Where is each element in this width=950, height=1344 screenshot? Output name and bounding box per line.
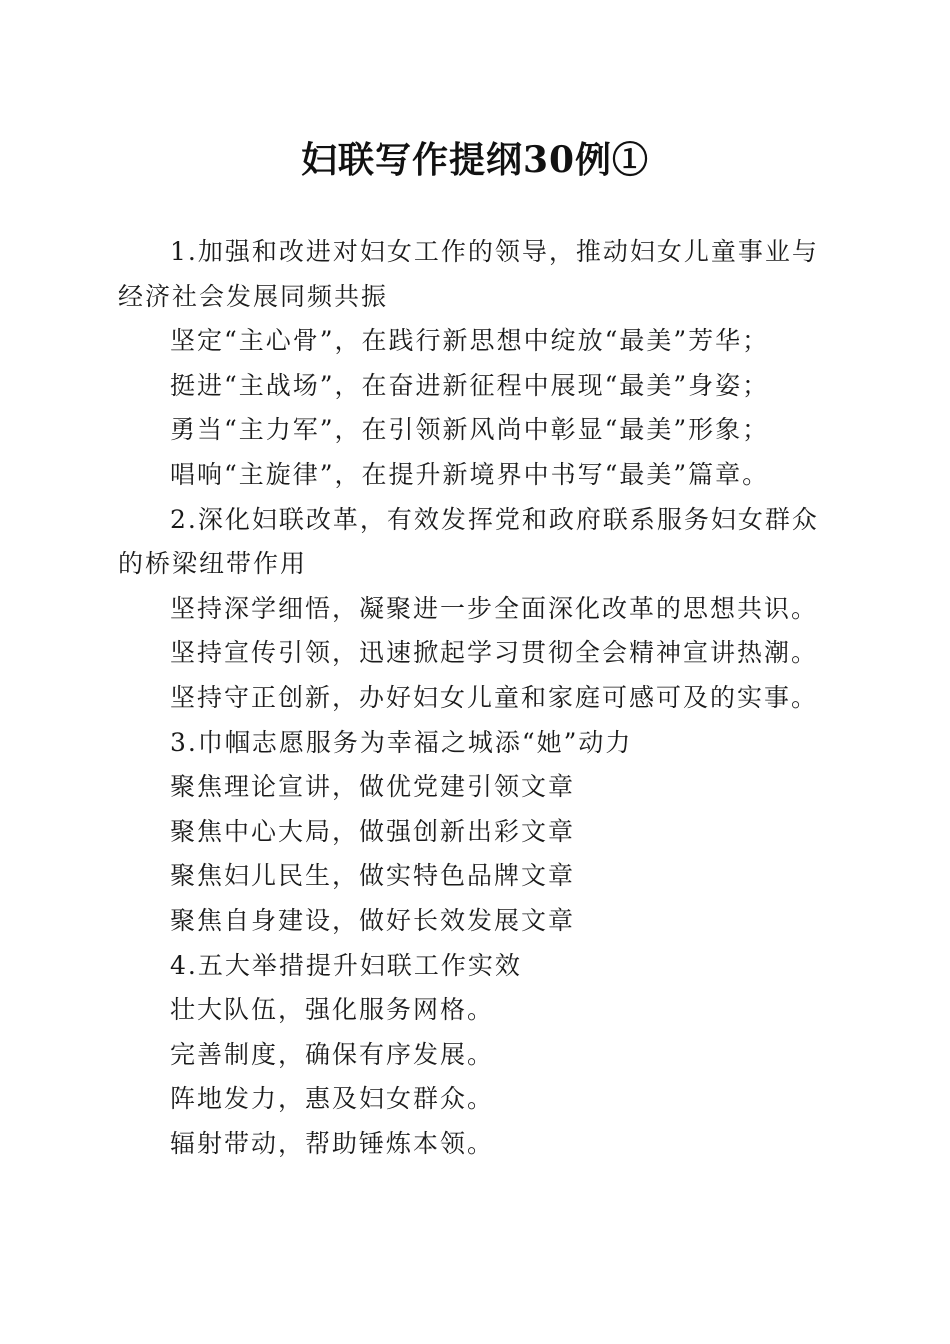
heading-1: 1.加强和改进对妇女工作的领导，推动妇女儿童事业与经济社会发展同频共振: [118, 237, 819, 311]
heading-2: 2.深化妇联改革，有效发挥党和政府联系服务妇女群众的桥梁纽带作用: [118, 504, 819, 579]
paragraph: 挺进“主战场”，在奋进新征程中展现“最美”身姿；: [170, 370, 770, 400]
heading-4: 4.五大举措提升妇联工作实效: [170, 950, 522, 980]
heading-3: 3.巾帼志愿服务为幸福之城添“她”动力: [170, 727, 633, 757]
paragraph: 聚焦中心大局，做强创新出彩文章: [170, 816, 576, 846]
paragraph: 完善制度，确保有序发展。: [170, 1039, 495, 1069]
paragraph: 聚焦理论宣讲，做优党建引领文章: [170, 772, 576, 802]
paragraph: 聚焦妇儿民生，做实特色品牌文章: [170, 861, 576, 891]
paragraph: 唱响“主旋律”，在提升新境界中书写“最美”篇章。: [170, 459, 770, 489]
paragraph: 阵地发力，惠及妇女群众。: [170, 1084, 495, 1114]
document-body: [118, 230, 830, 1166]
document-title: 妇联写作提纲30例①: [300, 139, 650, 181]
paragraph: 辐射带动，帮助锤炼本领。: [170, 1128, 495, 1158]
paragraph: 勇当“主力军”，在引领新风尚中彰显“最美”形象；: [170, 415, 770, 445]
paragraph: 壮大队伍，强化服务网格。: [170, 995, 495, 1025]
paragraph: 坚持宣传引领，迅速掀起学习贯彻全会精神宣讲热潮。: [170, 638, 819, 668]
paragraph: 坚定“主心骨”，在践行新思想中绽放“最美”芳华；: [170, 326, 770, 356]
paragraph: 坚持守正创新，办好妇女儿童和家庭可感可及的实事。: [170, 682, 819, 712]
paragraph: 坚持深学细悟，凝聚进一步全面深化改革的思想共识。: [170, 593, 819, 623]
paragraph: 聚焦自身建设，做好长效发展文章: [170, 905, 576, 935]
